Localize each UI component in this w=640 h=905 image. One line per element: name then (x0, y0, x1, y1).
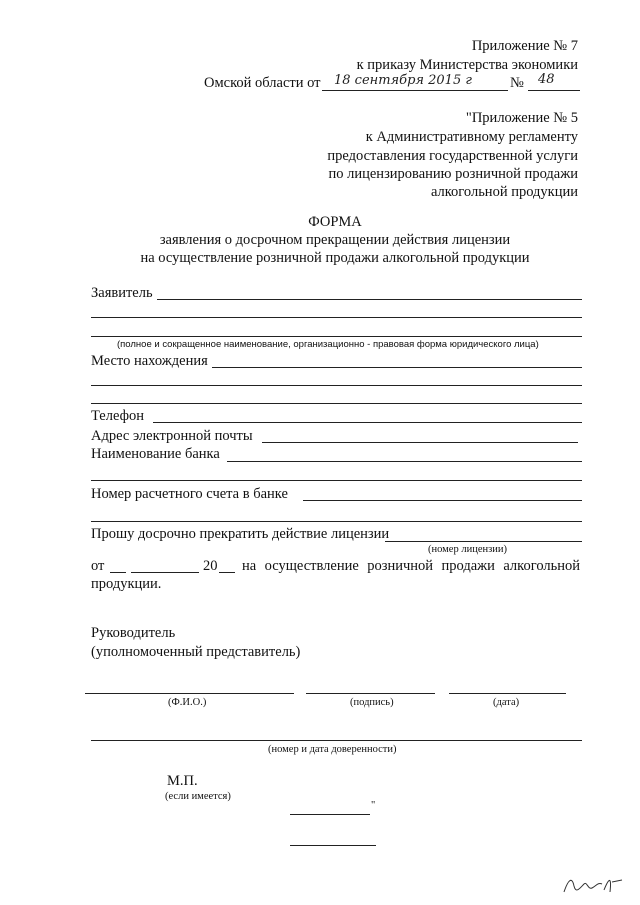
phone-field-line[interactable] (153, 422, 582, 423)
location-field-line-1[interactable] (212, 367, 582, 368)
order-reference: к приказу Министерства экономики (356, 57, 578, 73)
appendix-5-line3: предоставления государственной услуги (327, 148, 578, 164)
appendix-5-label: "Приложение № 5 (465, 110, 578, 126)
year-prefix: 20 (203, 558, 218, 574)
account-field-line-2[interactable] (91, 521, 582, 522)
email-label: Адрес электронной почты (91, 428, 253, 444)
representative-label: (уполномоченный представитель) (91, 644, 301, 660)
appendix-5-line2: к Административному регламенту (365, 129, 578, 145)
order-date-prefix: Омской области от (204, 75, 321, 91)
email-field-line[interactable] (262, 442, 578, 443)
location-label: Место нахождения (91, 353, 208, 369)
stamp-label: М.П. (167, 773, 198, 789)
closing-quote: " (371, 800, 376, 811)
date-line[interactable] (449, 693, 566, 694)
handwritten-number: 48 (538, 72, 555, 87)
license-number-hint: (номер лицензии) (428, 544, 507, 555)
bank-field-line-1[interactable] (227, 461, 582, 462)
license-number-line[interactable] (385, 541, 582, 542)
account-label: Номер расчетного счета в банке (91, 486, 288, 502)
signature-caption: (подпись) (350, 697, 394, 708)
month-line[interactable] (131, 572, 199, 573)
order-date-line (322, 90, 508, 91)
number-sign: № (510, 75, 524, 91)
applicant-hint: (полное и сокращенное наименование, организационно - правовая форма юридического лица) (117, 339, 539, 350)
location-field-line-3[interactable] (91, 403, 582, 404)
fio-caption: (Ф.И.О.) (168, 697, 207, 708)
applicant-label: Заявитель (91, 285, 153, 301)
from-label: от (91, 558, 105, 574)
appendix-5-line5: алкогольной продукции (430, 184, 578, 200)
fio-line[interactable] (85, 693, 294, 694)
purpose-end: продукции. (91, 576, 162, 592)
request-text: Прошу досрочно прекратить действие лицензии (91, 526, 390, 542)
account-field-line-1[interactable] (303, 500, 582, 501)
appendix-7-label: Приложение № 7 (471, 38, 578, 54)
location-field-line-2[interactable] (91, 385, 582, 386)
order-number-line (528, 90, 580, 91)
proxy-line[interactable] (91, 740, 582, 741)
applicant-field-line-2[interactable] (91, 317, 582, 318)
phone-label: Телефон (91, 408, 144, 424)
closing-line-2 (290, 845, 376, 846)
form-title: ФОРМА (308, 214, 362, 230)
bank-field-line-2[interactable] (91, 480, 582, 481)
bank-label: Наименование банка (91, 446, 220, 462)
head-label: Руководитель (91, 625, 176, 641)
applicant-field-line-1[interactable] (157, 299, 582, 300)
signature-line[interactable] (306, 693, 435, 694)
date-caption: (дата) (493, 697, 520, 708)
day-line[interactable] (110, 572, 126, 573)
closing-line-1 (290, 814, 370, 815)
purpose-text: на осуществление розничной продажи алкогольной (242, 558, 580, 574)
form-subtitle-1: заявления о досрочном прекращении действия лицензии (159, 232, 511, 248)
applicant-field-line-3[interactable] (91, 336, 582, 337)
stamp-note: (если имеется) (165, 791, 231, 802)
handwritten-date: 18 сентября 2015 г (334, 73, 472, 88)
form-subtitle-2: на осуществление розничной продажи алкогольной продукции (140, 250, 530, 266)
appendix-5-line4: по лицензированию розничной продажи (328, 166, 578, 182)
year-line[interactable] (219, 572, 235, 573)
handwritten-initials-signature (560, 868, 630, 900)
proxy-caption: (номер и дата доверенности) (268, 744, 397, 755)
